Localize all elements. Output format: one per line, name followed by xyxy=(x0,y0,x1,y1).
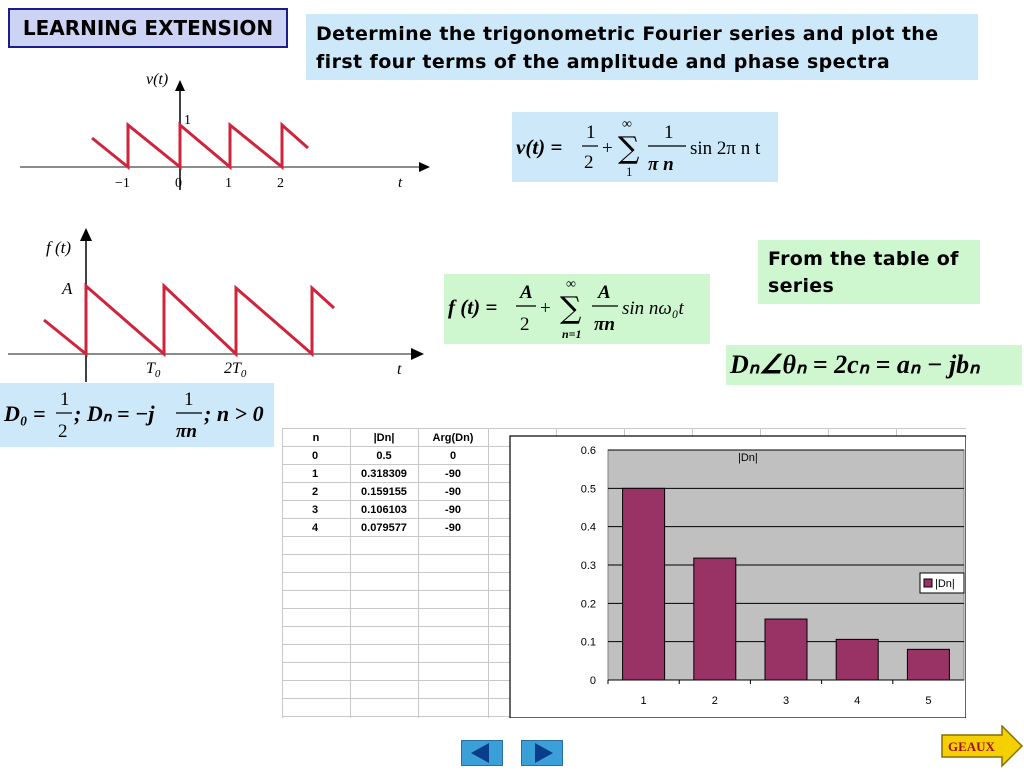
svg-text:v(t) =: v(t) = xyxy=(516,135,563,159)
svg-text:π n: π n xyxy=(648,154,674,175)
bar xyxy=(836,639,878,680)
table-cell: 0 xyxy=(312,450,319,462)
table-cell: -90 xyxy=(445,504,461,516)
table-cell: 0 xyxy=(449,450,457,462)
table-of-series-note: From the table of series xyxy=(758,240,980,304)
geaux-button[interactable] xyxy=(940,725,1024,768)
svg-text:sin 2π n t: sin 2π n t xyxy=(690,138,761,159)
svg-text:1: 1 xyxy=(586,122,596,143)
y-tick-label: 0.2 xyxy=(580,598,596,611)
v-peak-label: 1 xyxy=(184,113,191,128)
table-header-cell: n xyxy=(312,432,320,444)
svg-text:D₀ =: D₀ = xyxy=(4,401,46,426)
bar xyxy=(623,488,665,680)
v-tick-label: 0 xyxy=(175,176,182,191)
equation-dn-text: Dₙ∠θₙ = 2cₙ = aₙ − jbₙ xyxy=(730,350,980,379)
svg-text:1: 1 xyxy=(60,389,70,410)
svg-text:∞: ∞ xyxy=(566,277,576,292)
svg-text:; n > 0: ; n > 0 xyxy=(204,401,264,426)
svg-text:+: + xyxy=(540,298,551,319)
y-tick-label: 0.3 xyxy=(580,560,596,572)
table-cell: 2 xyxy=(312,486,319,498)
f-sawtooth-curve xyxy=(44,286,334,354)
table-cell: 1 xyxy=(312,468,319,480)
equation-d0 xyxy=(0,383,274,447)
section-title xyxy=(8,8,288,48)
v-x-label: t xyxy=(398,175,403,191)
bar xyxy=(765,619,807,680)
previous-slide-button[interactable] xyxy=(461,740,503,766)
table-cell: 0.079577 xyxy=(361,522,407,534)
svg-text:πn: πn xyxy=(594,314,615,335)
problem-statement: Determine the trigonometric Fourier series and plot the first four terms of the amplitude and phase spectra xyxy=(306,14,978,80)
f-amp-label: A xyxy=(62,279,73,298)
next-slide-button[interactable] xyxy=(521,740,563,766)
y-tick-label: 0.1 xyxy=(580,636,596,649)
v-sawtooth-curve xyxy=(92,125,308,167)
right-arrow-icon xyxy=(521,740,563,766)
table-cell: 0.5 xyxy=(376,450,392,462)
f-y-arrowhead xyxy=(80,228,92,241)
y-tick-label: 0 xyxy=(589,675,596,687)
geaux-label: GEAUX xyxy=(948,739,995,754)
x-tick-label: 4 xyxy=(854,695,861,707)
svg-text:1: 1 xyxy=(184,389,194,410)
f-tick-label: $T_0$ xyxy=(146,360,161,380)
y-tick-label: 0.5 xyxy=(580,483,596,496)
table-cell: -90 xyxy=(445,522,461,534)
v-x-arrowhead xyxy=(419,162,430,172)
equation-f-svg xyxy=(444,274,710,344)
legend-swatch xyxy=(924,579,932,587)
f-x-arrowhead xyxy=(411,348,424,360)
svg-text:2: 2 xyxy=(520,314,530,335)
legend-label: |Dn| xyxy=(935,578,955,590)
svg-text:2: 2 xyxy=(584,152,594,173)
table-cell: 3 xyxy=(312,504,319,516)
y-tick-label: 0.6 xyxy=(580,445,596,457)
table-cell: -90 xyxy=(445,468,461,480)
svg-text:1: 1 xyxy=(626,164,633,179)
v-y-arrowhead xyxy=(175,80,185,91)
v-tick-label: 1 xyxy=(225,176,232,191)
geaux-arrow-icon xyxy=(940,725,1024,768)
svg-text:∑: ∑ xyxy=(618,131,640,166)
x-tick-label: 3 xyxy=(782,695,790,707)
table-cell: 0.159155 xyxy=(361,486,407,498)
f-tick-label: $2T_0$ xyxy=(224,360,247,380)
title-text: LEARNING EXTENSION xyxy=(22,16,274,40)
equation-d0-svg xyxy=(0,383,274,447)
svg-text:n=1: n=1 xyxy=(562,327,582,341)
svg-text:sin nω₀t: sin nω₀t xyxy=(622,298,684,319)
table-header-cell: Arg(Dn) xyxy=(432,432,474,444)
equation-dn xyxy=(726,345,1022,385)
svg-text:∑: ∑ xyxy=(560,291,582,326)
svg-text:1: 1 xyxy=(664,122,674,143)
svg-text:A: A xyxy=(520,282,533,303)
f-x-label: t xyxy=(397,361,402,378)
svg-text:∞: ∞ xyxy=(622,117,632,132)
table-cell: 0.318309 xyxy=(361,468,407,480)
x-tick-label: 2 xyxy=(711,695,718,707)
chart-title: |Dn| xyxy=(738,452,758,464)
equation-v-svg xyxy=(512,112,778,182)
equation-f-series xyxy=(444,274,710,344)
v-tick-label: 2 xyxy=(277,176,284,191)
equation-v-series xyxy=(512,112,778,182)
svg-text:f (t) =: f (t) = xyxy=(448,295,498,319)
table-cell: -90 xyxy=(445,486,461,498)
svg-text:πn: πn xyxy=(176,421,197,442)
amplitude-spectrum-chart xyxy=(510,436,966,718)
bar xyxy=(694,558,736,680)
y-tick-label: 0.4 xyxy=(580,521,596,534)
bar xyxy=(907,649,949,680)
svg-text:; Dₙ = −j: ; Dₙ = −j xyxy=(74,401,155,426)
table-header-cell: |Dn| xyxy=(373,432,395,444)
f-y-label: f (t) xyxy=(46,238,72,257)
x-tick-label: 1 xyxy=(640,695,647,707)
left-arrow-icon xyxy=(461,740,503,766)
table-cell: 0.106103 xyxy=(361,504,407,516)
svg-text:+: + xyxy=(602,138,613,159)
svg-text:A: A xyxy=(598,282,611,303)
sawtooth-plot-f xyxy=(4,222,424,382)
sawtooth-plot-v xyxy=(10,60,430,200)
svg-text:2: 2 xyxy=(58,421,68,442)
table-cell: 4 xyxy=(312,522,319,534)
spreadsheet-panel xyxy=(282,428,966,718)
x-tick-label: 5 xyxy=(925,695,932,707)
v-tick-label: −1 xyxy=(115,176,130,191)
v-y-label: v(t) xyxy=(146,71,169,88)
